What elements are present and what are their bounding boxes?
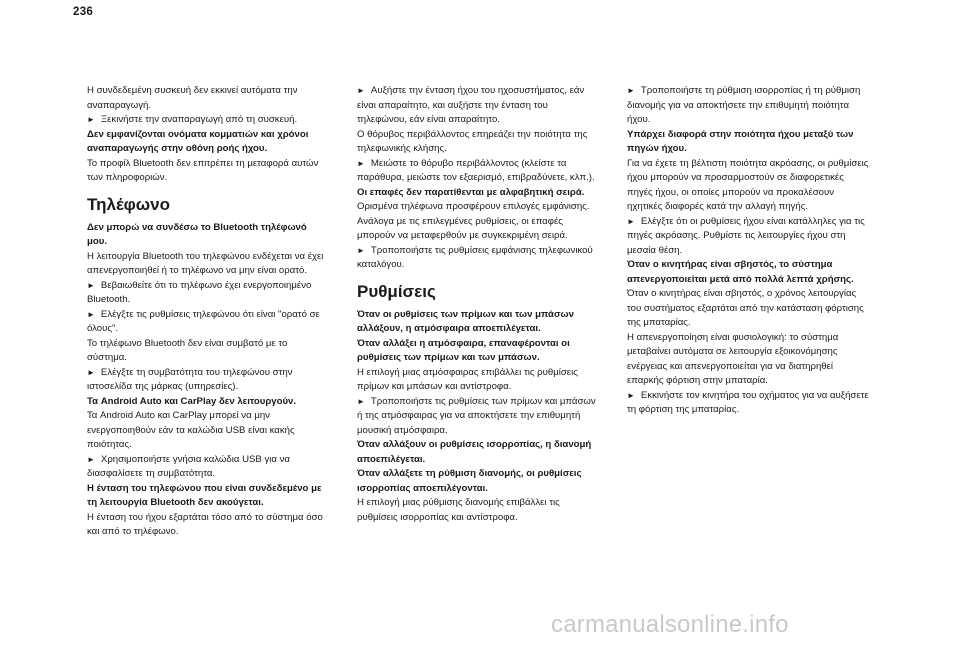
problem-statement: Όταν αλλάξει η ατμόσφαιρα, επαναφέρονται οι ρυθμίσεις των πρίμων και των μπάσων. bbox=[357, 337, 570, 363]
body-paragraph: Τα Android Auto και CarPlay μπορεί να μην ενεργοποιηθούν εάν τα καλώδια USB είναι κακής ποιότητας. bbox=[87, 410, 295, 450]
watermark: carmanualsonline.info bbox=[551, 611, 789, 638]
problem-statement: Δεν εμφανίζονται ονόματα κομματιών και χρόνοι αναπαραγωγής στην οθόνη ροής ήχου. bbox=[87, 128, 309, 154]
text-column-3 bbox=[627, 84, 869, 418]
action-step: ► Ελέγξτε τις ρυθμίσεις τηλεφώνου ότι είναι "ορατό σε όλους". bbox=[87, 308, 329, 337]
text-column-1 bbox=[87, 84, 329, 540]
body-paragraph: Η επιλογή μιας ρύθμισης διανομής επιβάλλει τις ρυθμίσεις ισορροπίας και αντίστροφα. bbox=[357, 497, 560, 523]
action-step: ► Εκκινήστε τον κινητήρα του οχήματος για να αυξήσετε τη φόρτιση της μπαταρίας. bbox=[627, 389, 869, 418]
problem-statement: Όταν οι ρυθμίσεις των πρίμων και των μπάσων αλλάξουν, η ατμόσφαιρα αποεπιλέγεται. bbox=[357, 308, 574, 334]
problem-statement: Υπάρχει διαφορά στην ποιότητα ήχου μεταξύ των πηγών ήχου. bbox=[627, 128, 854, 154]
body-paragraph: Η ένταση του ήχου εξαρτάται τόσο από το σύστημα όσο και από το τηλέφωνο. bbox=[87, 511, 323, 537]
action-step: ► Ελέγξτε ότι οι ρυθμίσεις ήχου είναι κατάλληλες για τις πηγές ακρόασης. Ρυθμίστε τις λειτουργίες ήχου στη μεσαία θέση. bbox=[627, 215, 869, 259]
body-paragraph: Το προφίλ Bluetooth δεν επιτρέπει τη μεταφορά αυτών των πληροφοριών. bbox=[87, 157, 319, 183]
text-column-2 bbox=[357, 84, 599, 525]
body-paragraph: Όταν ο κινητήρας είναι σβηστός, ο χρόνος λειτουργίας του συστήματος εξαρτάται από την κατάσταση φόρτισης της μπαταρίας. bbox=[627, 288, 864, 328]
action-step: ► Τροποποιήστε τις ρυθμίσεις εμφάνισης τηλεφωνικού καταλόγου. bbox=[357, 244, 599, 273]
action-step: ► Τροποποιήστε τη ρύθμιση ισορροπίας ή τη ρύθμιση διανομής για να αποκτήσετε την επιθυμητή ποιότητα ήχου. bbox=[627, 84, 869, 128]
body-paragraph: Η λειτουργία Bluetooth του τηλεφώνου ενδέχεται να έχει απενεργοποιηθεί ή το τηλέφωνο να μην είναι ορατό. bbox=[87, 250, 324, 276]
body-paragraph: Το τηλέφωνο Bluetooth δεν είναι συμβατό με το σύστημα. bbox=[87, 337, 288, 363]
action-step: ► Ελέγξτε τη συμβατότητα του τηλεφώνου στην ιστοσελίδα της μάρκας (υπηρεσίες). bbox=[87, 366, 329, 395]
section-heading: Τηλέφωνο bbox=[87, 194, 170, 214]
action-step: ► Μειώστε το θόρυβο περιβάλλοντος (κλείστε τα παράθυρα, μειώστε τον εξαερισμό, επιβραδύνετε, κλπ.). bbox=[357, 157, 599, 186]
problem-statement: Όταν αλλάξουν οι ρυθμίσεις ισορροπίας, η διανομή αποεπιλέγεται. bbox=[357, 439, 592, 465]
body-paragraph: Ο θόρυβος περιβάλλοντος επηρεάζει την ποιότητα της τηλεφωνικής κλήσης. bbox=[357, 128, 588, 154]
body-paragraph: Η επιλογή μιας ατμόσφαιρας επιβάλλει τις ρυθμίσεις πρίμων και μπάσων και αντίστροφα. bbox=[357, 366, 578, 392]
body-paragraph: Για να έχετε τη βέλτιστη ποιότητα ακρόασης, οι ρυθμίσεις ήχου μπορούν να προσαρμοστούν σε διαφορετικές πηγές ήχου, οι οποίες μπορούν να προκαλέσουν ηχητικές διαφορές κατά την αλλαγή πηγής. bbox=[627, 157, 869, 212]
problem-statement: Τα Android Auto και CarPlay δεν λειτουργούν. bbox=[87, 395, 297, 407]
action-step: ► Αυξήστε την ένταση ήχου του ηχοσυστήματος, εάν είναι απαραίτητο, και αυξήστε την ένταση του τηλεφώνου, εάν είναι απαραίτητο. bbox=[357, 84, 599, 128]
problem-statement: Όταν αλλάξετε τη ρύθμιση διανομής, οι ρυθμίσεις ισορροπίας αποεπιλέγονται. bbox=[357, 468, 582, 494]
body-paragraph: Η απενεργοποίηση είναι φυσιολογική: το σύστημα μεταβαίνει αυτόματα σε λειτουργία εξοικονόμησης ενέργειας και απενεργοποιείται για να διατηρηθεί επαρκής φόρτιση στην μπαταρία. bbox=[627, 331, 839, 386]
action-step: ► Ξεκινήστε την αναπαραγωγή από τη συσκευή. bbox=[87, 113, 329, 128]
problem-statement: Δεν μπορώ να συνδέσω το Bluetooth τηλέφωνό μου. bbox=[87, 221, 307, 247]
section-heading: Ρυθμίσεις bbox=[357, 281, 436, 301]
action-step: ► Τροποποιήστε τις ρυθμίσεις των πρίμων και μπάσων ή της ατμόσφαιρας για να αποκτήσετε την επιθυμητή μουσική ατμόσφαιρα. bbox=[357, 395, 599, 439]
problem-statement: Η ένταση του τηλεφώνου που είναι συνδεδεμένο με τη λειτουργία Bluetooth δεν ακούγεται. bbox=[87, 482, 322, 508]
action-step: ► Βεβαιωθείτε ότι το τηλέφωνο έχει ενεργοποιημένο Bluetooth. bbox=[87, 279, 329, 308]
body-paragraph: Η συνδεδεμένη συσκευή δεν εκκινεί αυτόματα την αναπαραγωγή. bbox=[87, 85, 298, 111]
page-number: 236 bbox=[73, 6, 94, 18]
problem-statement: Όταν ο κινητήρας είναι σβηστός, το σύστημα απενεργοποιείται μετά από πολλά λεπτά χρήσης. bbox=[627, 259, 854, 285]
problem-statement: Οι επαφές δεν παρατίθενται με αλφαβητική σειρά. bbox=[357, 186, 585, 198]
action-step: ► Χρησιμοποιήστε γνήσια καλώδια USB για να διασφαλίσετε τη συμβατότητα. bbox=[87, 453, 329, 482]
body-paragraph: Ορισμένα τηλέφωνα προσφέρουν επιλογές εμφάνισης. Ανάλογα με τις επιλεγμένες ρυθμίσεις, οι επαφές μπορούν να μεταφερθούν με συγκεκριμένη σειρά. bbox=[357, 201, 590, 241]
